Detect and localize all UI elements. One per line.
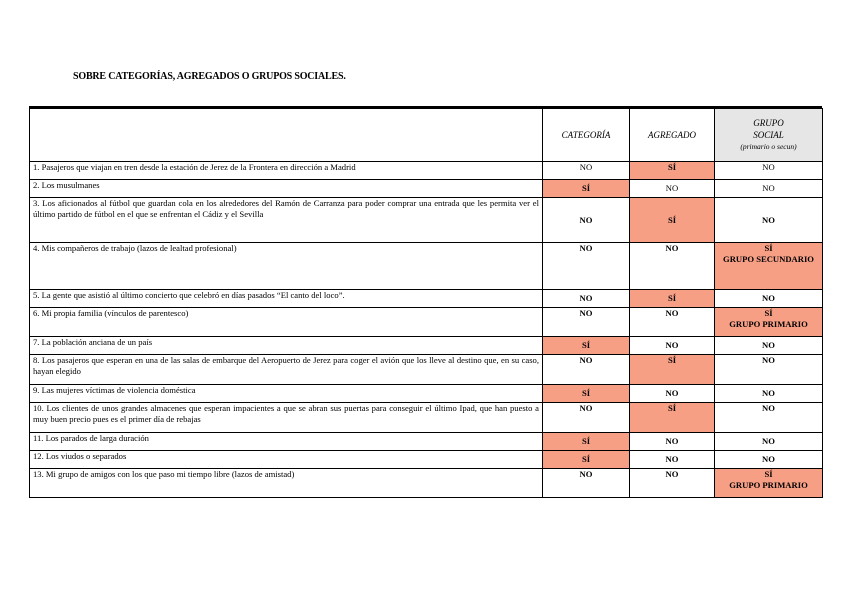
cell-agregado xyxy=(630,180,715,198)
cell-agregado-value: SÍ xyxy=(667,355,677,365)
cell-grupo-social xyxy=(715,180,823,198)
cell-categoria xyxy=(543,180,630,198)
table-row xyxy=(30,290,823,308)
cell-categoria-value: NO xyxy=(579,469,593,479)
row-description: 7. La población anciana de un país xyxy=(30,337,543,355)
cell-agregado-value: NO xyxy=(665,454,679,464)
table-row xyxy=(30,403,823,433)
cell-agregado-value: NO xyxy=(665,469,679,479)
cell-categoria xyxy=(543,290,630,308)
cell-grupo-social-type: GRUPO SECUNDARIO xyxy=(723,254,814,264)
cell-categoria xyxy=(543,451,630,469)
table-row xyxy=(30,385,823,403)
cell-categoria xyxy=(543,469,630,498)
cell-grupo-social-value: NO xyxy=(762,214,775,225)
row-description: 13. Mi grupo de amigos con los que paso mi tiempo libre (lazos de amistad) xyxy=(30,469,543,498)
cell-categoria-value: SÍ xyxy=(581,388,591,398)
cell-grupo-social xyxy=(715,162,823,180)
table-row xyxy=(30,308,823,337)
cell-agregado xyxy=(630,308,715,337)
cell-agregado-value: NO xyxy=(665,388,679,398)
row-description: 9. Las mujeres víctimas de violencia doméstica xyxy=(30,385,543,403)
cell-grupo-social-value: NO xyxy=(762,436,775,446)
cell-grupo-social xyxy=(715,451,823,469)
cell-agregado xyxy=(630,355,715,385)
table-row xyxy=(30,198,823,243)
cell-grupo-social-value: SÍ xyxy=(764,308,773,318)
cell-grupo-social-value: SÍ xyxy=(764,243,773,253)
cell-categoria-value: SÍ xyxy=(581,454,591,464)
cell-grupo-social xyxy=(715,385,823,403)
header-grupo-line1: GRUPO xyxy=(753,118,784,128)
table-row xyxy=(30,162,823,180)
header-agregado: AGREGADO xyxy=(630,109,715,162)
table-row xyxy=(30,337,823,355)
cell-grupo-social-value: NO xyxy=(762,388,775,398)
cell-agregado-value: NO xyxy=(665,436,679,446)
cell-categoria xyxy=(543,198,630,243)
cell-grupo-social-value: NO xyxy=(762,454,775,464)
row-description: 6. Mi propia familia (vínculos de parentesco) xyxy=(30,308,543,337)
cell-categoria-value: NO xyxy=(579,403,593,413)
cell-agregado xyxy=(630,451,715,469)
cell-categoria xyxy=(543,385,630,403)
cell-agregado xyxy=(630,337,715,355)
cell-grupo-social-value: NO xyxy=(762,403,775,413)
cell-agregado xyxy=(630,385,715,403)
cell-categoria xyxy=(543,355,630,385)
cell-categoria-value: NO xyxy=(579,214,593,225)
cell-grupo-social xyxy=(715,355,823,385)
cell-grupo-social xyxy=(715,290,823,308)
cell-grupo-social xyxy=(715,243,823,290)
header-grupo-line2: SOCIAL xyxy=(753,130,784,140)
cell-agregado xyxy=(630,433,715,451)
cell-agregado-value: NO xyxy=(665,308,679,318)
table-row xyxy=(30,243,823,290)
cell-categoria xyxy=(543,337,630,355)
table-header-row xyxy=(30,109,823,162)
header-categoria: CATEGORÍA xyxy=(543,109,630,162)
row-description: 12. Los viudos o separados xyxy=(30,451,543,469)
cell-agregado-value: NO xyxy=(665,183,679,193)
cell-grupo-social xyxy=(715,469,823,498)
table-row xyxy=(30,433,823,451)
cell-grupo-social-value: NO xyxy=(762,355,775,365)
row-description: 10. Los clientes de unos grandes almacenes que esperan impacientes a que se abran sus puertas para conseguir el último Ipad, que han puesto a muy buen precio pues es el primer día de rebajas xyxy=(30,403,543,433)
cell-categoria-value: NO xyxy=(579,162,593,172)
row-description: 1. Pasajeros que viajan en tren desde la estación de Jerez de la Frontera en dirección a Madrid xyxy=(30,162,543,180)
table-row xyxy=(30,355,823,385)
cell-agregado-value: SÍ xyxy=(667,162,677,172)
row-description: 3. Los aficionados al fútbol que guardan cola en los alrededores del Ramón de Carranza para poder comprar una entrada que les permita ver el último partido de fútbol en el que se enfrentan el Cádiz y el Sevilla xyxy=(30,198,543,243)
cell-categoria-value: NO xyxy=(579,355,593,365)
cell-grupo-social-value: NO xyxy=(762,162,775,172)
header-blank-cell xyxy=(30,109,543,162)
cell-agregado-value: SÍ xyxy=(667,293,677,303)
cell-agregado xyxy=(630,243,715,290)
cell-grupo-social xyxy=(715,403,823,433)
cell-agregado-value: NO xyxy=(665,340,679,350)
header-grupo-line3: (primario o secun) xyxy=(740,142,797,151)
cell-grupo-social-value: NO xyxy=(762,340,775,350)
cell-categoria-value: NO xyxy=(579,243,593,253)
row-description: 11. Los parados de larga duración xyxy=(30,433,543,451)
cell-agregado-value: SÍ xyxy=(667,403,677,413)
cell-categoria xyxy=(543,403,630,433)
table-row xyxy=(30,451,823,469)
cell-grupo-social-value: SÍ xyxy=(764,469,773,479)
cell-grupo-social-value: NO xyxy=(762,183,775,193)
cell-grupo-social-value: NO xyxy=(762,293,775,303)
cell-grupo-social xyxy=(715,433,823,451)
cell-grupo-social-type: GRUPO PRIMARIO xyxy=(729,480,808,490)
cell-categoria xyxy=(543,243,630,290)
cell-agregado xyxy=(630,469,715,498)
classification-table xyxy=(29,108,823,498)
row-description: 5. La gente que asistió al último concierto que celebró en días pasados “El canto del loco”. xyxy=(30,290,543,308)
cell-categoria xyxy=(543,433,630,451)
header-grupo-social xyxy=(715,109,823,162)
cell-grupo-social xyxy=(715,198,823,243)
cell-agregado-value: SÍ xyxy=(667,214,677,225)
cell-agregado xyxy=(630,162,715,180)
cell-grupo-social-type: GRUPO PRIMARIO xyxy=(729,319,808,329)
cell-agregado xyxy=(630,290,715,308)
cell-categoria-value: SÍ xyxy=(581,436,591,446)
row-description: 8. Los pasajeros que esperan en una de las salas de embarque del Aeropuerto de Jerez para coger el avión que los lleve al destino que, en su caso, hayan elegido xyxy=(30,355,543,385)
cell-agregado xyxy=(630,403,715,433)
cell-categoria xyxy=(543,162,630,180)
cell-grupo-social xyxy=(715,308,823,337)
cell-categoria xyxy=(543,308,630,337)
cell-categoria-value: NO xyxy=(579,293,593,303)
cell-grupo-social xyxy=(715,337,823,355)
cell-categoria-value: SÍ xyxy=(581,183,591,193)
cell-categoria-value: NO xyxy=(579,308,593,318)
table-row xyxy=(30,180,823,198)
cell-agregado-value: NO xyxy=(665,243,679,253)
cell-agregado xyxy=(630,198,715,243)
page-title: SOBRE CATEGORÍAS, AGREGADOS O GRUPOS SOCIALES. xyxy=(73,71,346,82)
table-row xyxy=(30,469,823,498)
row-description: 4. Mis compañeros de trabajo (lazos de lealtad profesional) xyxy=(30,243,543,290)
row-description: 2. Los musulmanes xyxy=(30,180,543,198)
cell-categoria-value: SÍ xyxy=(581,340,591,350)
